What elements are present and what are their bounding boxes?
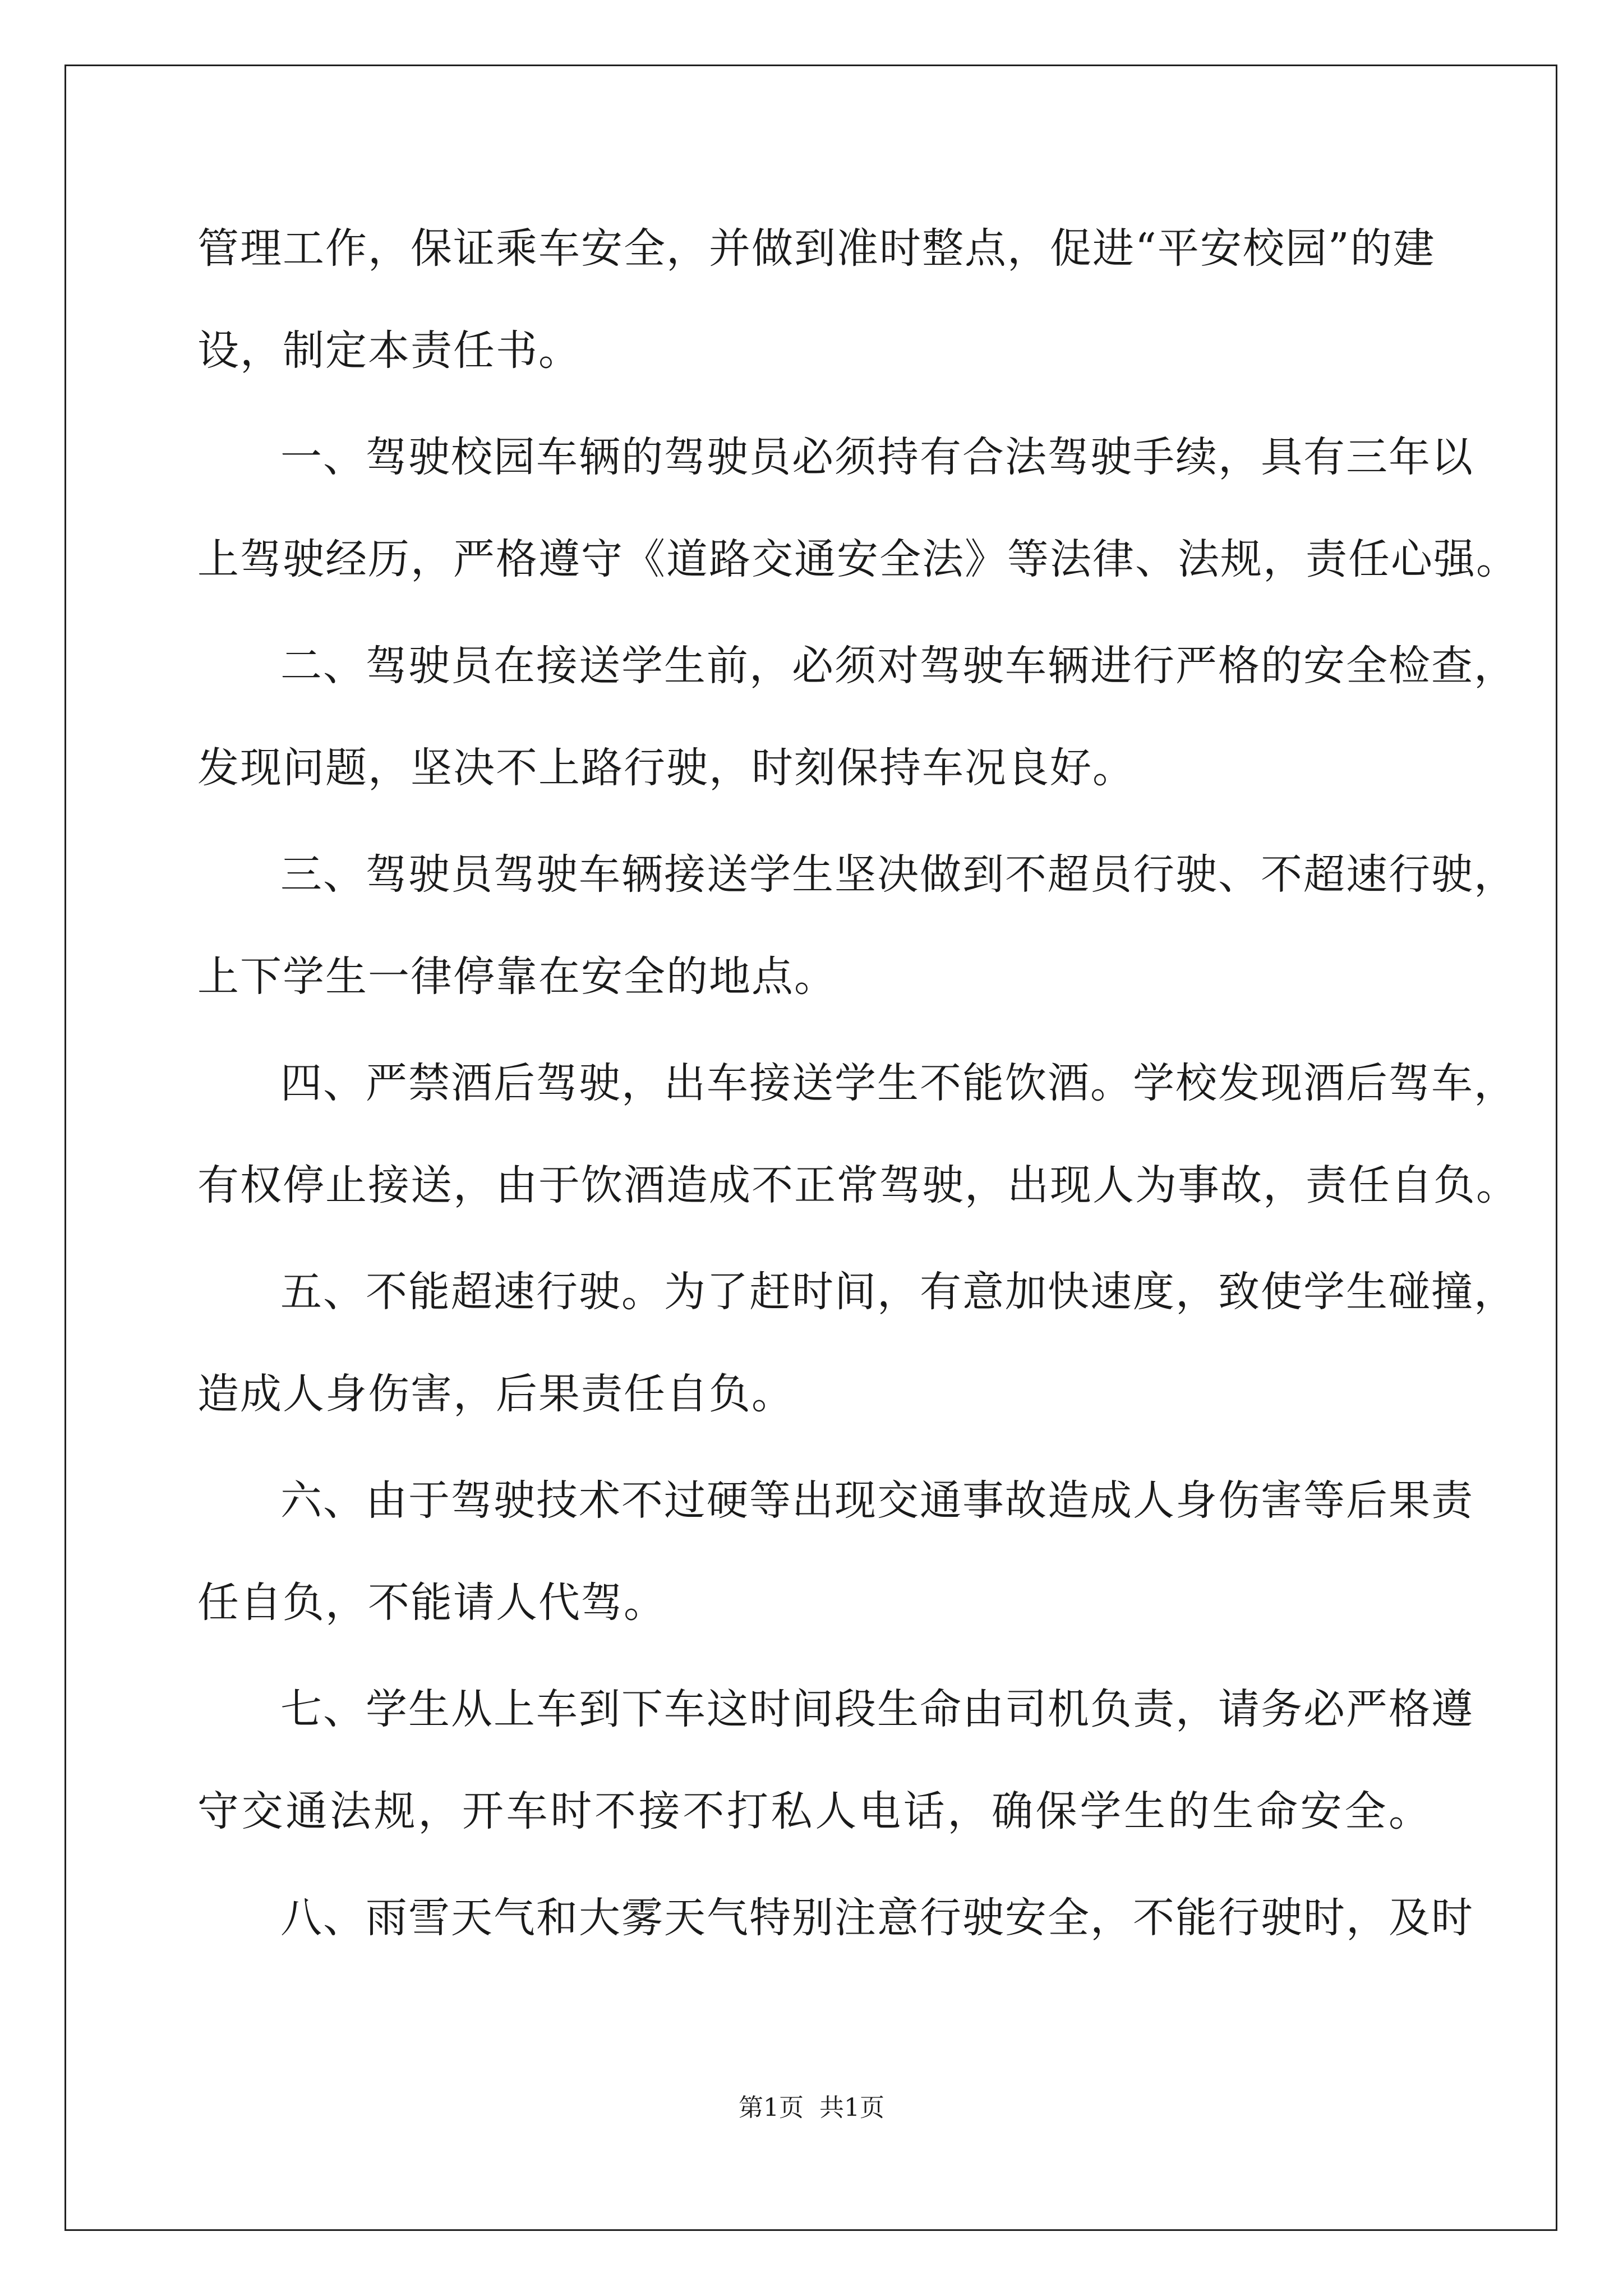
page-total: 共1页 <box>819 2093 884 2122</box>
text-line: 五、不能超速行驶。为了赶时间，有意加快速度，致使学生碰撞， <box>280 1268 1516 1316</box>
text-line: 一、驾驶校园车辆的驾驶员必须持有合法驾驶手续，具有三年以 <box>280 433 1474 481</box>
text-line: 三、驾驶员驾驶车辆接送学生坚决做到不超员行驶、不超速行驶， <box>280 850 1516 899</box>
text-line: 设，制定本责任书。 <box>197 326 581 375</box>
text-line: 八、雨雪天气和大雾天气特别注意行驶安全，不能行驶时，及时 <box>280 1894 1474 1942</box>
text-line: 四、严禁酒后驾驶，出车接送学生不能饮酒。学校发现酒后驾车， <box>280 1059 1516 1107</box>
text-line: 任自负，不能请人代驾。 <box>197 1579 666 1627</box>
text-line: 守交通法规，开车时不接不打私人电话，确保学生的生命安全。 <box>197 1787 1431 1835</box>
text-line: 管理工作，保证乘车安全，并做到准时整点，促进“平安校园”的建 <box>197 224 1436 273</box>
text-line: 二、驾驶员在接送学生前，必须对驾驶车辆进行严格的安全检查， <box>280 642 1516 690</box>
text-line: 发现问题，坚决不上路行驶，时刻保持车况良好。 <box>197 744 1135 792</box>
page-footer <box>0 2091 1623 2125</box>
text-line: 上下学生一律停靠在安全的地点。 <box>197 953 837 1001</box>
text-line: 有权停止接送，由于饮酒造成不正常驾驶，出现人为事故，责任自负。 <box>197 1161 1519 1209</box>
text-line: 七、学生从上车到下车这时间段生命由司机负责，请务必严格遵 <box>280 1685 1474 1733</box>
text-line: 六、由于驾驶技术不过硬等出现交通事故造成人身伤害等后果责 <box>280 1476 1474 1525</box>
text-line: 造成人身伤害，后果责任自负。 <box>197 1370 794 1418</box>
page-number: 第1页 <box>739 2093 804 2122</box>
text-line: 上驾驶经历，严格遵守《道路交通安全法》等法律、法规，责任心强。 <box>197 535 1519 583</box>
